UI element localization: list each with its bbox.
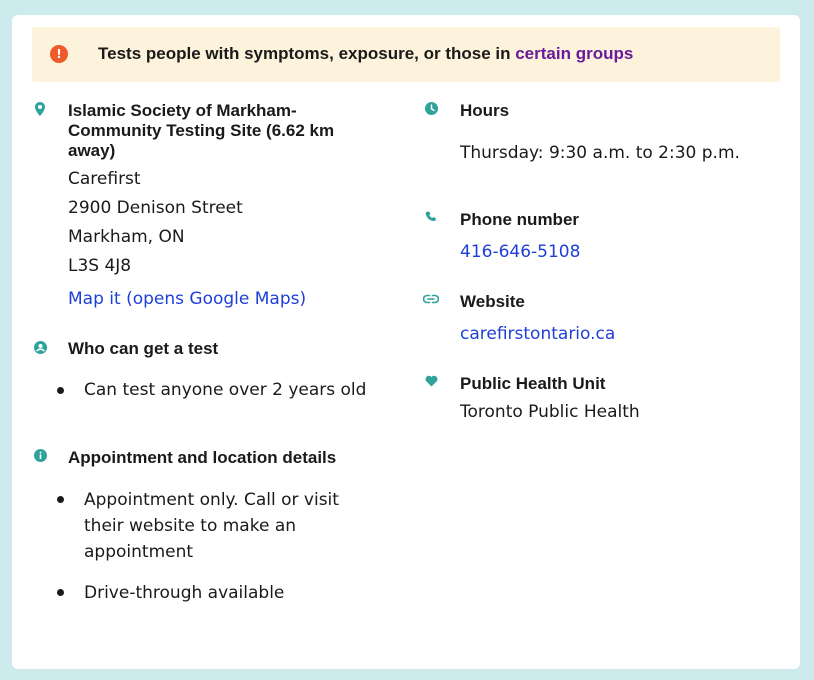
hours-title: Hours	[460, 101, 510, 120]
certain-groups-link[interactable]: certain groups	[515, 44, 634, 63]
link-icon	[423, 292, 439, 306]
website-link[interactable]: carefirstontario.ca	[460, 324, 616, 344]
phone-icon	[424, 210, 438, 224]
hours-value: Thursday: 9:30 a.m. to 2:30 p.m.	[460, 143, 740, 163]
address-line: Carefirst	[68, 169, 141, 189]
info-icon	[33, 448, 47, 462]
phone-link[interactable]: 416-646-5108	[460, 242, 581, 262]
heart-icon	[424, 374, 438, 388]
health-unit-value: Toronto Public Health	[460, 402, 640, 422]
map-it-link[interactable]: Map it (opens Google Maps)	[68, 289, 307, 309]
list-item: Can test anyone over 2 years old	[84, 380, 367, 400]
address-line: 2900 Denison Street	[68, 198, 243, 218]
who-can-test-title: Who can get a test	[68, 339, 219, 358]
phone-title: Phone number	[460, 210, 580, 229]
bullet	[57, 496, 64, 503]
map-pin-icon	[33, 101, 47, 117]
bullet	[57, 589, 64, 596]
location-title: Islamic Society of Markham- Community Testing Site (6.62 km away)	[68, 101, 335, 160]
address-line: L3S 4J8	[68, 256, 132, 276]
list-item: Drive-through available	[84, 583, 285, 603]
address-line: Markham, ON	[68, 227, 185, 247]
list-item: Appointment only. Call or visit their website to make an appointment	[84, 490, 339, 562]
health-unit-title: Public Health Unit	[460, 374, 606, 393]
clock-icon	[424, 101, 438, 115]
appointment-title: Appointment and location details	[68, 448, 337, 467]
eligibility-banner	[32, 27, 780, 82]
website-title: Website	[460, 292, 525, 311]
testing-site-card	[12, 15, 800, 669]
person-icon	[33, 340, 47, 354]
info-icon: !	[50, 45, 68, 63]
banner-text: Tests people with symptoms, exposure, or those in certain groups	[98, 44, 634, 63]
bullet	[57, 387, 64, 394]
